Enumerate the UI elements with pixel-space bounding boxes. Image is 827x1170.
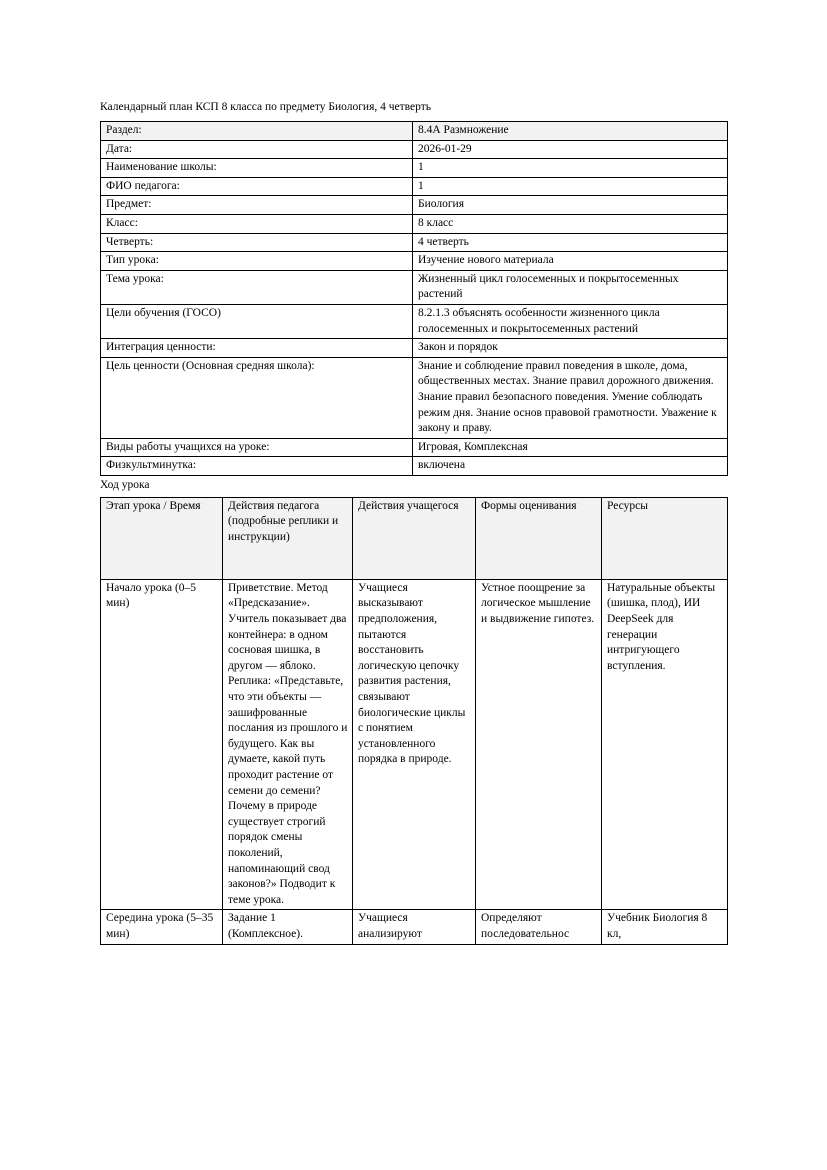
lesson-info-body xyxy=(101,122,728,476)
info-label-cell: Раздел: xyxy=(101,122,413,141)
info-value-cell: включена xyxy=(413,457,728,476)
info-value-cell: 2026-01-29 xyxy=(413,140,728,159)
flow-cell-assessment-forms: Определяют последовательнос xyxy=(476,910,602,944)
table-row xyxy=(101,579,728,909)
table-row xyxy=(101,159,728,178)
table-row xyxy=(101,339,728,358)
lesson-flow-header xyxy=(101,497,728,579)
lesson-flow-table xyxy=(100,497,728,945)
table-row xyxy=(101,233,728,252)
table-row xyxy=(101,214,728,233)
table-row xyxy=(101,177,728,196)
lesson-flow-label: Ход урока xyxy=(100,478,150,491)
table-row xyxy=(101,304,728,338)
info-value-cell: Изучение нового материала xyxy=(413,252,728,271)
info-label-cell: Физкультминутка: xyxy=(101,457,413,476)
info-value-cell: 8.2.1.3 объяснять особенности жизненного цикла голосеменных и покрытосеменных растений xyxy=(413,304,728,338)
table-row xyxy=(101,270,728,304)
info-value-cell: 8.4А Размножение xyxy=(413,122,728,141)
column-header-student-actions: Действия учащегося xyxy=(353,497,476,579)
flow-cell-student-actions: Учащиеся анализируют xyxy=(353,910,476,944)
flow-cell-stage: Середина урока (5–35 мин) xyxy=(101,910,223,944)
info-value-cell: Жизненный цикл голосеменных и покрытосеменных растений xyxy=(413,270,728,304)
info-value-cell: 1 xyxy=(413,177,728,196)
info-label-cell: Цель ценности (Основная средняя школа): xyxy=(101,357,413,438)
info-label-cell: Предмет: xyxy=(101,196,413,215)
info-value-cell: Знание и соблюдение правил поведения в школе, дома, общественных местах. Знание правил дорожного движения. Знание правил безопасного поведения. Умение соблюдать режим дня. Знание основ правовой грамотности. Уважение к закону и праву. xyxy=(413,357,728,438)
table-row xyxy=(101,910,728,944)
flow-cell-resources: Учебник Биология 8 кл, xyxy=(602,910,728,944)
flow-cell-resources: Натуральные объекты (шишка, плод), ИИ DeepSeek для генерации интригующего вступления. xyxy=(602,579,728,909)
table-row xyxy=(101,122,728,141)
info-label-cell: Тип урока: xyxy=(101,252,413,271)
info-label-cell: Виды работы учащихся на уроке: xyxy=(101,438,413,457)
table-row xyxy=(101,252,728,271)
info-label-cell: Цели обучения (ГОСО) xyxy=(101,304,413,338)
info-value-cell: Игровая, Комплексная xyxy=(413,438,728,457)
flow-cell-stage: Начало урока (0–5 мин) xyxy=(101,579,223,909)
flow-cell-assessment-forms: Устное поощрение за логическое мышление и выдвижение гипотез. xyxy=(476,579,602,909)
info-value-cell: Закон и порядок xyxy=(413,339,728,358)
column-header-stage: Этап урока / Время xyxy=(101,497,223,579)
table-row xyxy=(101,140,728,159)
table-row xyxy=(101,196,728,215)
table-header-row xyxy=(101,497,728,579)
column-header-assessment-forms: Формы оценивания xyxy=(476,497,602,579)
lesson-info-table xyxy=(100,121,728,476)
info-label-cell: Четверть: xyxy=(101,233,413,252)
info-value-cell: 1 xyxy=(413,159,728,178)
table-row xyxy=(101,457,728,476)
flow-cell-teacher-actions: Задание 1 (Комплексное). xyxy=(223,910,353,944)
table-row xyxy=(101,357,728,438)
info-label-cell: Наименование школы: xyxy=(101,159,413,178)
column-header-teacher-actions: Действия педагога (подробные реплики и инструкции) xyxy=(223,497,353,579)
info-label-cell: Класс: xyxy=(101,214,413,233)
page-title: Календарный план КСП 8 класса по предмету Биология, 4 четверть xyxy=(100,101,431,113)
info-label-cell: ФИО педагога: xyxy=(101,177,413,196)
info-value-cell: 8 класс xyxy=(413,214,728,233)
flow-cell-student-actions: Учащиеся высказывают предположения, пытаются восстановить логическую цепочку развития растения, связывают биологические циклы с понятием установленного порядка в природе. xyxy=(353,579,476,909)
info-label-cell: Интеграция ценности: xyxy=(101,339,413,358)
column-header-resources: Ресурсы xyxy=(602,497,728,579)
info-label-cell: Тема урока: xyxy=(101,270,413,304)
table-row xyxy=(101,438,728,457)
lesson-flow-body xyxy=(101,579,728,944)
flow-cell-teacher-actions: Приветствие. Метод «Предсказание». Учитель показывает два контейнера: в одном сосновая шишка, в другом — яблоко. Реплика: «Представьте, что эти объекты — зашифрованные послания из прошлого и будущего. Как вы думаете, какой путь проходит растение от семени до семени? Почему в природе существует строгий порядок смены поколений, напоминающий свод законов?» Подводит к теме урока. xyxy=(223,579,353,909)
info-value-cell: 4 четверть xyxy=(413,233,728,252)
info-label-cell: Дата: xyxy=(101,140,413,159)
info-value-cell: Биология xyxy=(413,196,728,215)
